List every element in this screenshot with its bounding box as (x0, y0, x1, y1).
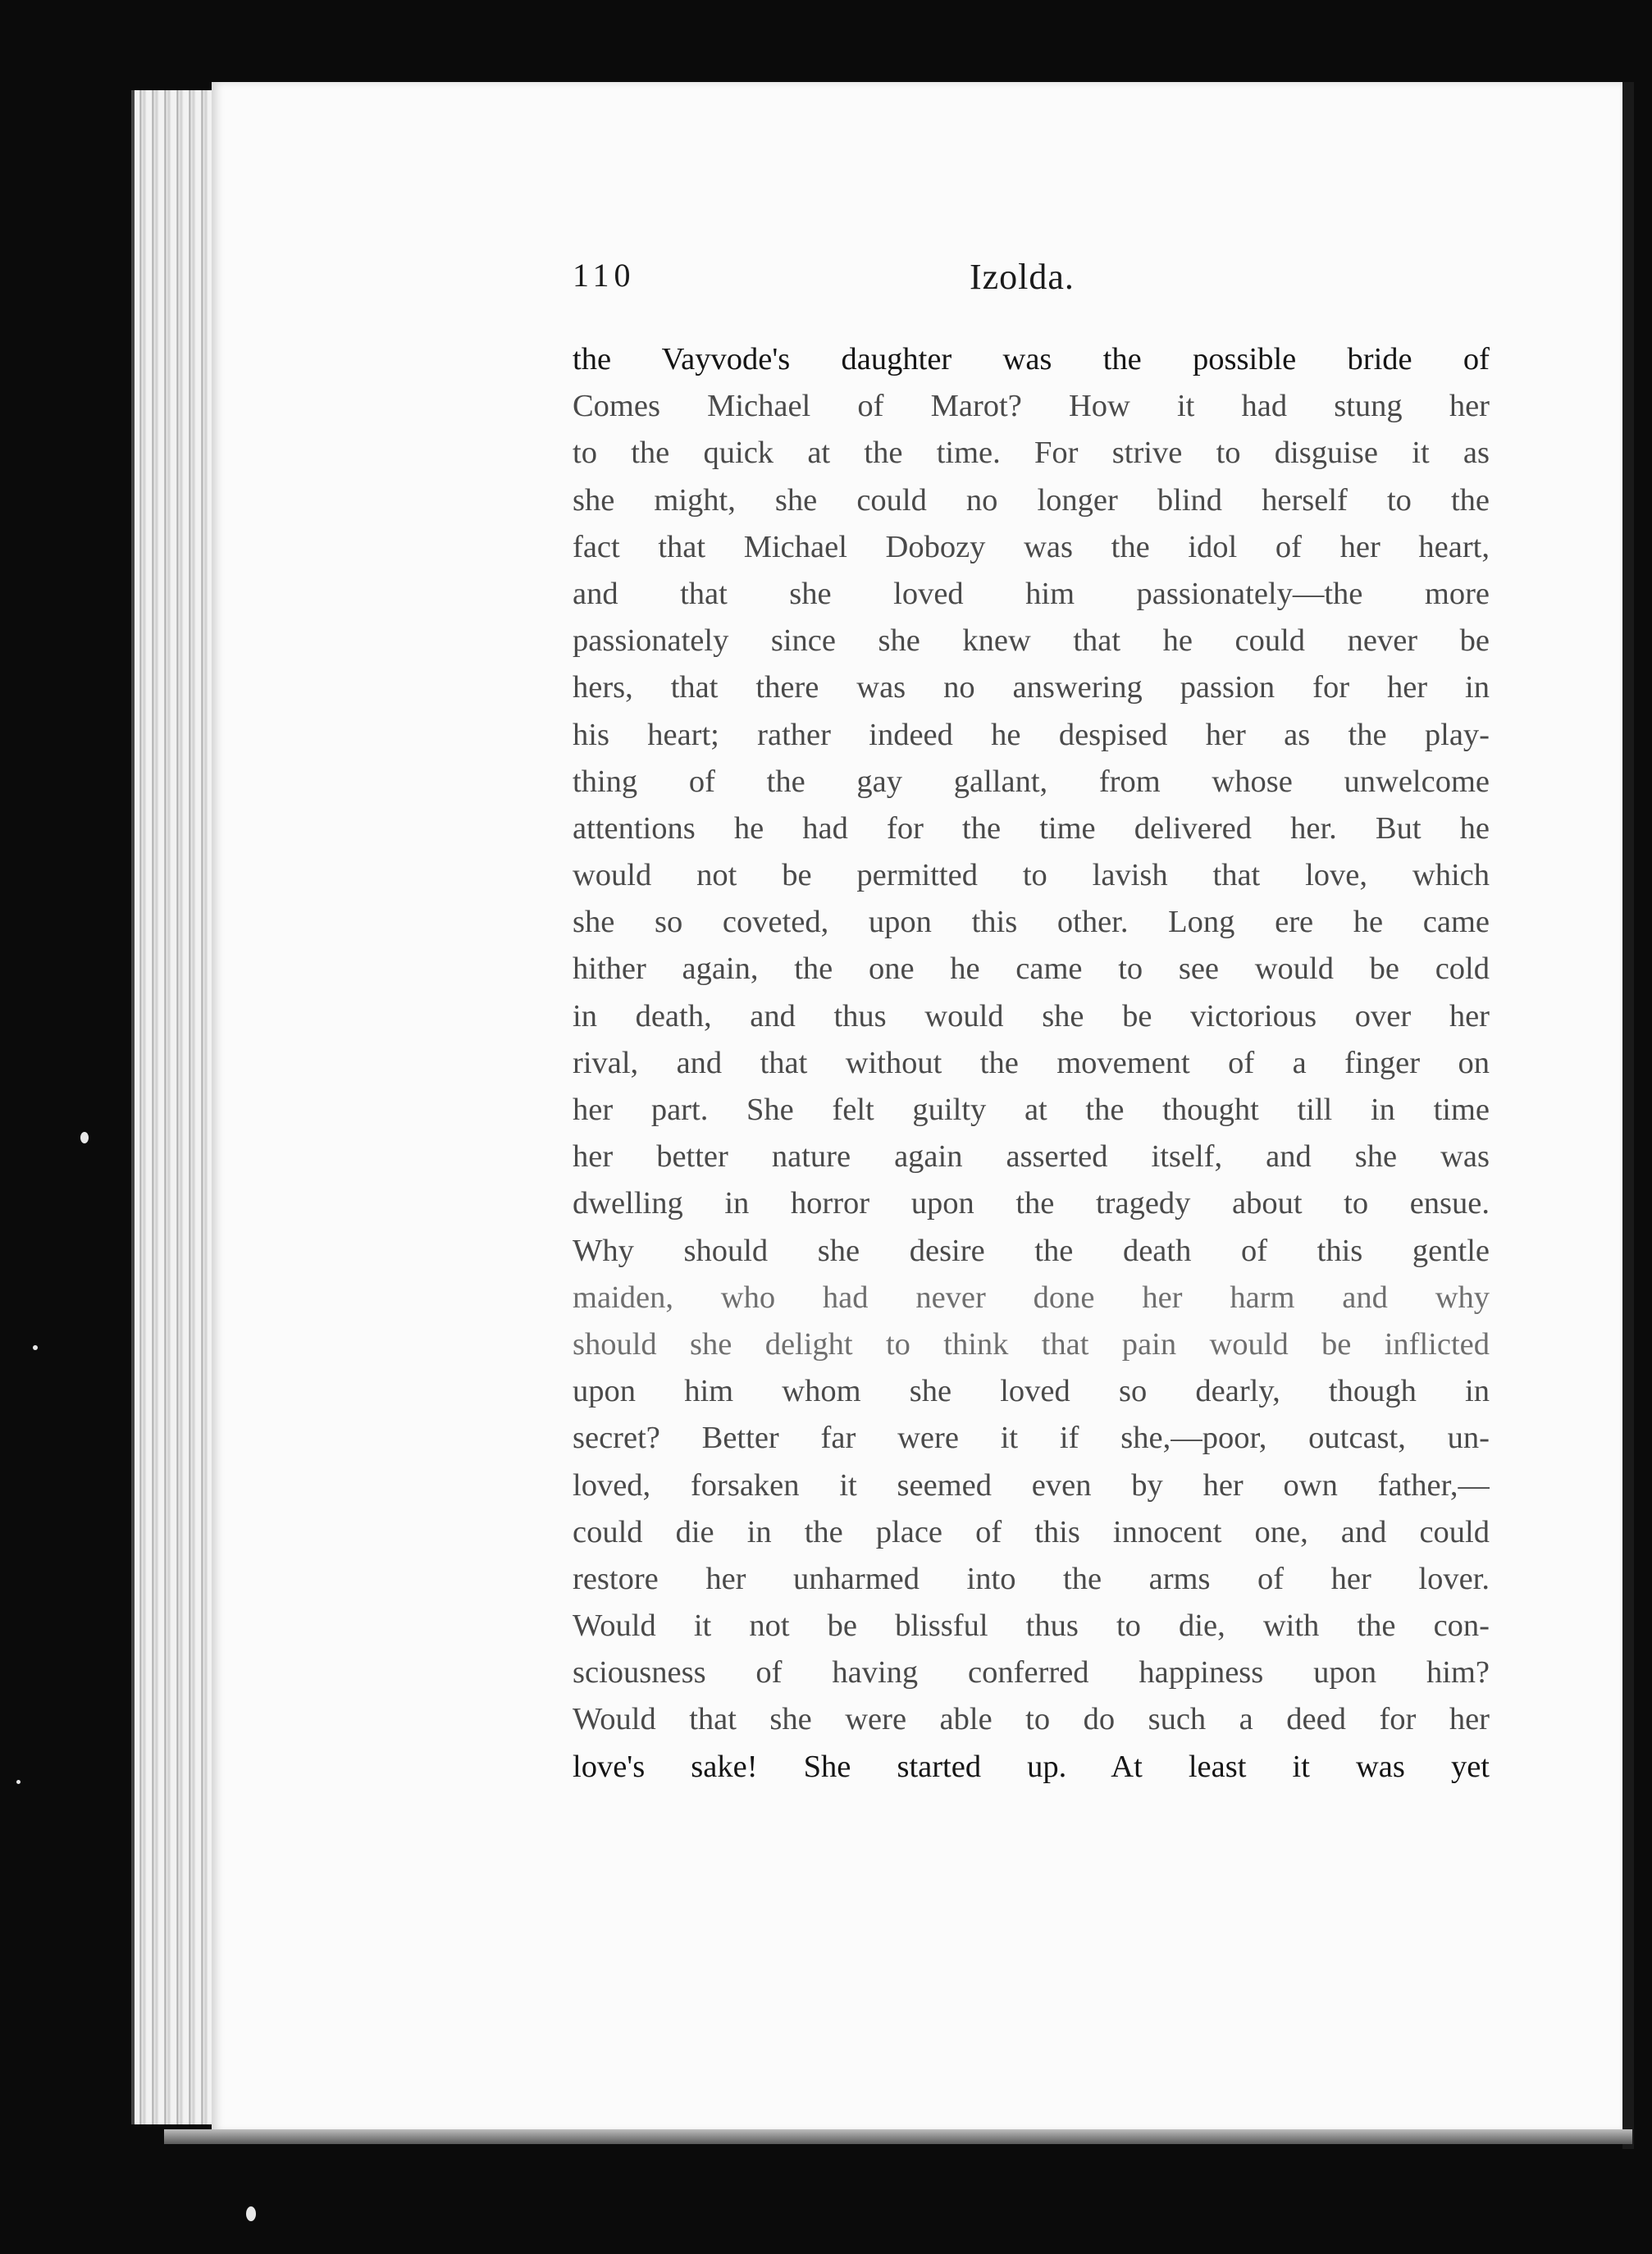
text-line: Comes Michael of Marot? How it had stung her (573, 389, 1490, 424)
text-line: in death, and thus would she be victorious over her (573, 998, 1490, 1033)
text-line: attentions he had for the time delivered her. But he (573, 810, 1490, 846)
text-line: passionately since she knew that he could never be (573, 623, 1490, 659)
running-title: Izolda. (970, 257, 1075, 297)
text-line: rival, and that without the movement of a finger on (573, 1045, 1490, 1080)
text-line: Would that she were able to do such a deed for her (573, 1702, 1490, 1737)
text-line: loved, forsaken it seemed even by her own father,— (573, 1467, 1490, 1503)
text-line: his heart; rather indeed he despised her as the play- (573, 717, 1490, 752)
page-number: 110 (573, 257, 636, 294)
text-line: Why should she desire the death of this gentle (573, 1233, 1490, 1268)
text-line: fact that Michael Dobozy was the idol of her heart, (573, 529, 1490, 564)
page-header (573, 256, 1490, 313)
scan-speck (80, 1132, 89, 1143)
scan-speck (33, 1345, 38, 1350)
text-line: sciousness of having conferred happiness upon him? (573, 1655, 1490, 1690)
text-line: she so coveted, upon this other. Long ere he came (573, 905, 1490, 940)
text-line: restore her unharmed into the arms of her lover. (573, 1561, 1490, 1596)
right-binding-shadow (1622, 82, 1634, 2149)
body-text (573, 336, 1490, 1791)
text-line: and that she loved him passionately—the more (573, 576, 1490, 611)
text-line: hither again, the one he came to see would be cold (573, 951, 1490, 987)
text-line: love's sake! She started up. At least it was yet (573, 1749, 1490, 1784)
text-line: dwelling in horror upon the tragedy about to ensue. (573, 1186, 1490, 1221)
text-line: to the quick at the time. For strive to disguise it as (573, 436, 1490, 471)
page-stack-edge (131, 90, 225, 2124)
text-line: should she delight to think that pain would be inflicted (573, 1326, 1490, 1362)
text-line: hers, that there was no answering passion for her in (573, 670, 1490, 705)
text-line: upon him whom she loved so dearly, though in (573, 1374, 1490, 1409)
text-line: secret? Better far were it if she,—poor, outcast, un- (573, 1421, 1490, 1456)
text-line: thing of the gay gallant, from whose unwelcome (573, 764, 1490, 799)
text-line: her part. She felt guilty at the thought till in time (573, 1093, 1490, 1127)
text-line: Would it not be blissful thus to die, with the con- (573, 1608, 1490, 1644)
text-line: her better nature again asserted itself, and she was (573, 1139, 1490, 1175)
text-line: would not be permitted to lavish that love, which (573, 858, 1490, 893)
text-line: the Vayvode's daughter was the possible bride of (573, 342, 1490, 376)
scan-speck (16, 1780, 21, 1784)
scan-speck (246, 2206, 256, 2221)
text-line: she might, she could no longer blind herself to the (573, 482, 1490, 518)
text-line: maiden, who had never done her harm and why (573, 1280, 1490, 1315)
bottom-page-edge (164, 2129, 1632, 2144)
text-line: could die in the place of this innocent one, and could (573, 1514, 1490, 1549)
